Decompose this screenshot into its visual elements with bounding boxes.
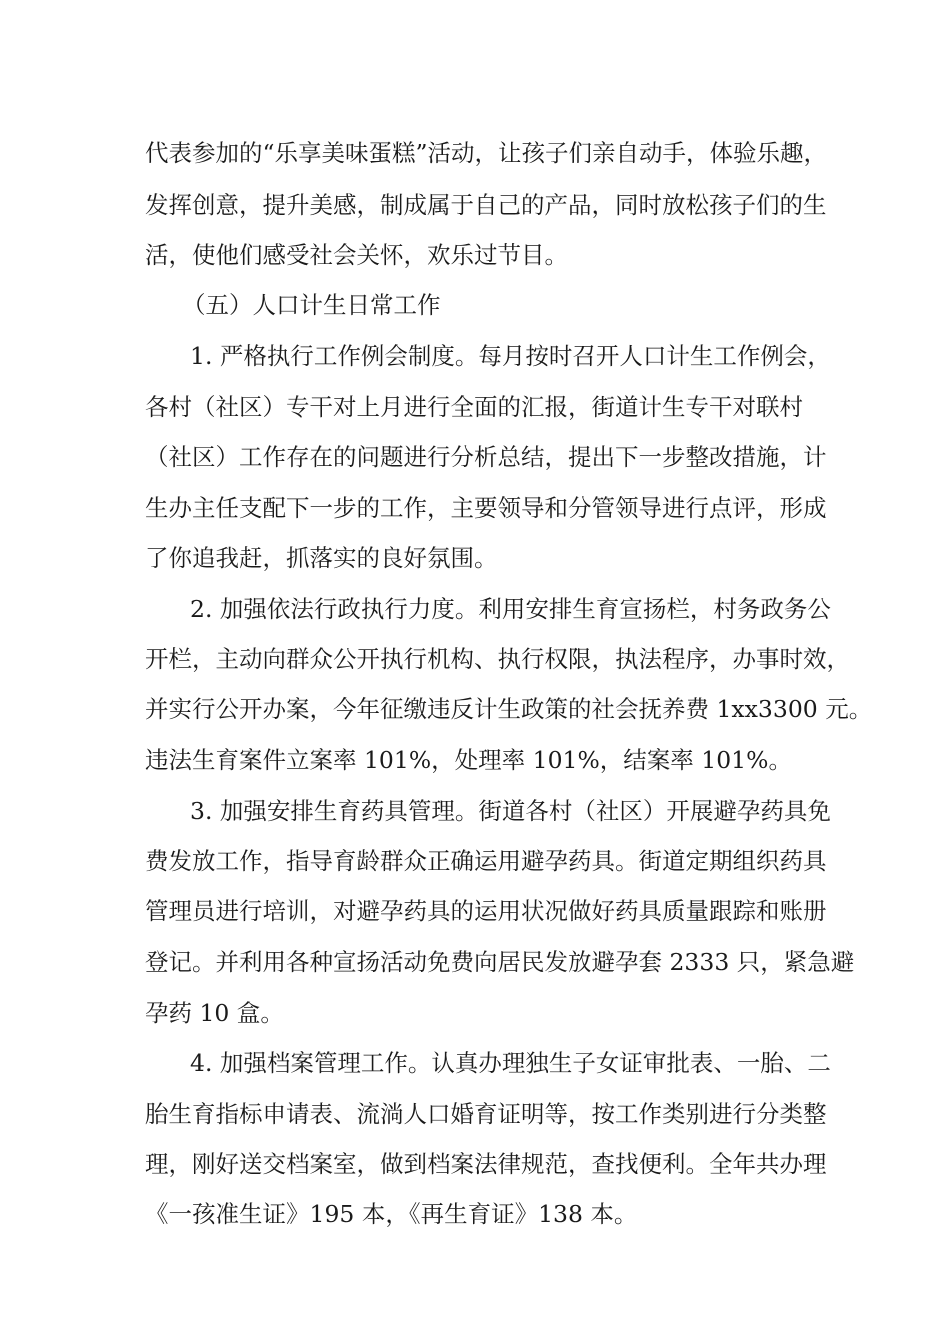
paragraph-line: 开栏，主动向群众公开执行机构、执行权限，执法程序，办事时效， — [145, 645, 850, 673]
paragraph-line: 并实行公开办案，今年征缴违反计生政策的社会抚养费 1xx3300 元。 — [145, 695, 873, 723]
paragraph-line: 发挥创意，提升美感，制成属于自己的产品，同时放松孩子们的生 — [145, 191, 827, 219]
paragraph-line: 3. 加强安排生育药具管理。街道各村（社区）开展避孕药具免 — [190, 797, 831, 825]
paragraph-line: 管理员进行培训，对避孕药具的运用状况做好药具质量跟踪和账册 — [145, 897, 827, 925]
paragraph-line: 理，刚好送交档案室，做到档案法律规范，查找便利。全年共办理 — [145, 1150, 827, 1178]
paragraph-line: 生办主任支配下一步的工作，主要领导和分管领导进行点评，形成 — [145, 494, 827, 522]
paragraph-line: 1. 严格执行工作例会制度。每月按时召开人口计生工作例会， — [190, 342, 831, 370]
paragraph-line: 胎生育指标申请表、流淌人口婚育证明等，按工作类别进行分类整 — [145, 1100, 827, 1128]
paragraph-line: 了你追我赶，抓落实的良好氛围。 — [145, 544, 498, 572]
paragraph-line: 登记。并利用各种宣扬活动免费向居民发放避孕套 2333 只，紧急避 — [145, 948, 855, 976]
paragraph-line: （社区）工作存在的问题进行分析总结，提出下一步整改措施，计 — [145, 443, 827, 471]
section-heading: （五）人口计生日常工作 — [182, 291, 441, 319]
paragraph-line: 《一孩准生证》195 本，《再生育证》138 本。 — [145, 1200, 638, 1228]
paragraph-line: 活，使他们感受社会关怀，欢乐过节目。 — [145, 241, 568, 269]
paragraph-line: 费发放工作，指导育龄群众正确运用避孕药具。街道定期组织药具 — [145, 847, 827, 875]
paragraph-line: 违法生育案件立案率 101%，处理率 101%，结案率 101%。 — [145, 746, 792, 774]
paragraph-line: 孕药 10 盒。 — [145, 999, 284, 1027]
paragraph-line: 代表参加的“乐享美味蛋糕”活动，让孩子们亲自动手，体验乐趣， — [145, 139, 828, 167]
paragraph-line: 2. 加强依法行政执行力度。利用安排生育宣扬栏，村务政务公 — [190, 595, 831, 623]
paragraph-line: 4. 加强档案管理工作。认真办理独生子女证审批表、一胎、二 — [190, 1049, 831, 1077]
paragraph-line: 各村（社区）专干对上月进行全面的汇报，街道计生专干对联村 — [145, 393, 803, 421]
